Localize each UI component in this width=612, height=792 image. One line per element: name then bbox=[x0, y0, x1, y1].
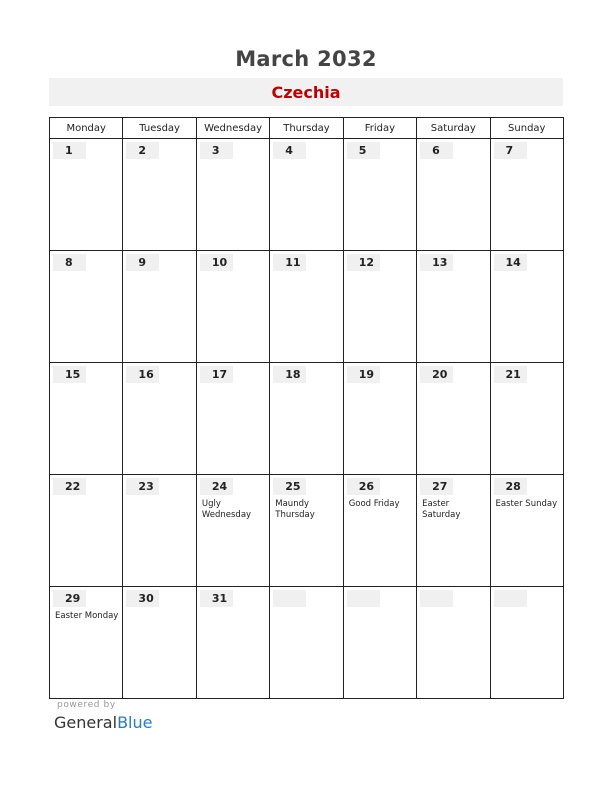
day-cell bbox=[343, 251, 416, 363]
weekday-header: Friday bbox=[343, 118, 416, 139]
holiday-label: Easter Sunday bbox=[495, 499, 558, 509]
day-cell bbox=[196, 363, 269, 475]
day-cell bbox=[196, 251, 269, 363]
weekday-header: Sunday bbox=[490, 118, 563, 139]
day-number: 23 bbox=[126, 478, 159, 495]
day-cell bbox=[490, 475, 563, 587]
day-number: 1 bbox=[53, 142, 86, 159]
day-cell bbox=[270, 251, 343, 363]
day-number: 29 bbox=[53, 590, 86, 607]
day-number: 15 bbox=[53, 366, 86, 383]
day-number bbox=[420, 590, 453, 607]
day-cell bbox=[50, 251, 123, 363]
country-banner bbox=[49, 78, 563, 106]
day-number: 17 bbox=[200, 366, 233, 383]
week-row bbox=[50, 139, 564, 251]
country-name: Czechia bbox=[271, 83, 341, 102]
day-number: 31 bbox=[200, 590, 233, 607]
calendar-grid bbox=[49, 117, 564, 699]
day-number: 5 bbox=[347, 142, 380, 159]
day-cell bbox=[270, 587, 343, 699]
day-number: 18 bbox=[273, 366, 306, 383]
day-number: 27 bbox=[420, 478, 453, 495]
day-cell bbox=[270, 139, 343, 251]
day-number: 7 bbox=[494, 142, 527, 159]
weekday-header-row bbox=[50, 118, 564, 139]
day-number: 14 bbox=[494, 254, 527, 271]
day-number: 4 bbox=[273, 142, 306, 159]
powered-by-label: powered by bbox=[57, 700, 116, 710]
day-number: 2 bbox=[126, 142, 159, 159]
day-number: 9 bbox=[126, 254, 159, 271]
day-cell bbox=[50, 587, 123, 699]
day-number: 26 bbox=[347, 478, 380, 495]
weekday-header: Tuesday bbox=[123, 118, 196, 139]
day-cell bbox=[50, 475, 123, 587]
day-cell bbox=[123, 139, 196, 251]
day-number: 22 bbox=[53, 478, 86, 495]
day-cell bbox=[490, 251, 563, 363]
day-cell bbox=[343, 475, 416, 587]
day-cell bbox=[123, 475, 196, 587]
day-cell bbox=[417, 475, 490, 587]
day-number: 28 bbox=[494, 478, 527, 495]
day-number: 6 bbox=[420, 142, 453, 159]
day-cell bbox=[490, 587, 563, 699]
day-cell bbox=[123, 363, 196, 475]
day-number: 3 bbox=[200, 142, 233, 159]
day-number: 24 bbox=[200, 478, 233, 495]
day-number: 12 bbox=[347, 254, 380, 271]
day-cell bbox=[123, 587, 196, 699]
day-cell bbox=[417, 363, 490, 475]
day-number bbox=[494, 590, 527, 607]
weekday-header: Monday bbox=[50, 118, 123, 139]
day-number: 10 bbox=[200, 254, 233, 271]
day-number: 13 bbox=[420, 254, 453, 271]
week-row bbox=[50, 475, 564, 587]
day-cell bbox=[490, 139, 563, 251]
day-cell bbox=[490, 363, 563, 475]
day-cell bbox=[196, 139, 269, 251]
holiday-label: Easter Monday bbox=[55, 611, 119, 621]
day-number: 21 bbox=[494, 366, 527, 383]
day-number: 25 bbox=[273, 478, 306, 495]
week-row bbox=[50, 251, 564, 363]
day-cell bbox=[196, 475, 269, 587]
week-row bbox=[50, 587, 564, 699]
day-number: 8 bbox=[53, 254, 86, 271]
day-cell bbox=[417, 251, 490, 363]
day-number bbox=[273, 590, 306, 607]
holiday-label: Easter Saturday bbox=[422, 499, 461, 520]
day-cell bbox=[270, 363, 343, 475]
day-cell bbox=[343, 139, 416, 251]
day-cell bbox=[123, 251, 196, 363]
day-cell bbox=[50, 363, 123, 475]
day-number bbox=[347, 590, 380, 607]
day-cell bbox=[50, 139, 123, 251]
day-cell bbox=[343, 587, 416, 699]
weekday-header: Saturday bbox=[417, 118, 490, 139]
day-number: 19 bbox=[347, 366, 380, 383]
calendar-title: March 2032 bbox=[235, 47, 377, 71]
day-cell bbox=[196, 587, 269, 699]
week-row bbox=[50, 363, 564, 475]
weekday-header: Wednesday bbox=[196, 118, 269, 139]
day-number: 30 bbox=[126, 590, 159, 607]
brand-general: General bbox=[54, 713, 118, 732]
day-cell bbox=[417, 587, 490, 699]
holiday-label: Maundy Thursday bbox=[275, 499, 315, 520]
brand-blue: Blue bbox=[117, 713, 153, 732]
weekday-header: Thursday bbox=[270, 118, 343, 139]
holiday-label: Good Friday bbox=[348, 499, 400, 509]
day-number: 16 bbox=[126, 366, 159, 383]
day-number: 20 bbox=[420, 366, 453, 383]
day-cell bbox=[417, 139, 490, 251]
day-number: 11 bbox=[273, 254, 306, 271]
holiday-label: Ugly Wednesday bbox=[201, 499, 252, 520]
generalblue-logo[interactable] bbox=[54, 713, 152, 732]
day-cell bbox=[270, 475, 343, 587]
day-cell bbox=[343, 363, 416, 475]
